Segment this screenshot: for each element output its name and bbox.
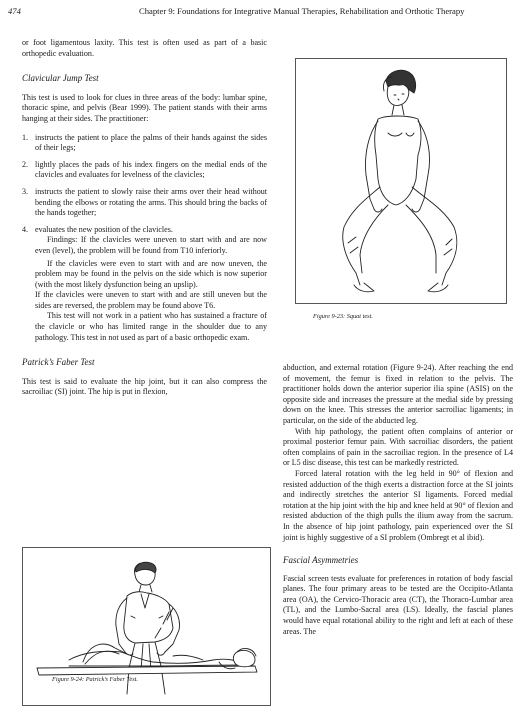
- list-item: [22, 187, 267, 219]
- patricks-faber-heading: Patrick’s Faber Test: [22, 357, 95, 368]
- figure-caption-text: Squat test.: [345, 313, 373, 320]
- list-number: 1.: [22, 132, 29, 142]
- list-item: [22, 225, 267, 236]
- fascial-asymmetries-heading: Fascial Asymmetries: [283, 555, 359, 566]
- right-column: [283, 363, 513, 637]
- figure-label: Figure 9-24:: [52, 676, 85, 683]
- list-text: instructs the patient to slowly raise their arms over their head without bending the elbows or rotating the arms. This should bring the backs of the hands together;: [35, 186, 267, 218]
- faber-paragraph: This test is said to evaluate the hip joint, but it can also compress the sacroiliac (SI) joint. The hip is put in flexion,: [22, 376, 267, 397]
- intro-paragraph: or foot ligamentous laxity. This test is often used as part of a basic orthopedic evaluation.: [22, 38, 267, 58]
- list-number: 4.: [22, 224, 29, 234]
- findings-paragraph: This test will not work in a patient who has sustained a fracture of the clavicle or who has limited range in the shoulder due to any pathology. This test in not used as part of a basic orthopedic exam.: [35, 311, 267, 342]
- fascial-paragraph: Fascial screen tests evaluate for preferences in rotation of body fascial planes. The four primary areas to be tested are the Occipito-Atlanta area (OA), the Cervico-Thoracic area (CT), the Thoraco-Lumbar area (TL), and the Lumbo-Sacral area (LS). Ideally, the fascial planes would have equal rotational ability to the right and left at each of these areas. The: [283, 573, 513, 636]
- body-paragraph: With hip pathology, the patient often complains of anterior or proximal posterior femur pain. With sacroiliac disorders, the patient often complains of pain in the sacroiliac region. In the presence of L4 or L5 disc disease, this test can be markedly restricted.: [283, 426, 513, 468]
- left-column: [22, 38, 267, 398]
- findings-block: [22, 235, 267, 343]
- clavicular-intro-paragraph: This test is used to look for clues in three areas of the body: lumbar spine, thoracic spine, and pelvis (Bear 1999). The patient stands with their arms hanging at their sides. The practitioner:: [22, 92, 267, 123]
- clavicular-jump-heading: Clavicular Jump Test: [22, 73, 99, 84]
- squat-test-illustration: [296, 59, 506, 303]
- list-text: evaluates the new position of the clavicles.: [35, 224, 173, 234]
- list-text: instructs the patient to place the palms of their hands against the sides of their legs;: [35, 132, 267, 153]
- findings-paragraph: If the clavicles were uneven to start with and are still uneven but the sides are reversed, the problem may be found above T6.: [35, 290, 267, 310]
- figure-9-24-caption: [52, 676, 138, 683]
- body-paragraph: Forced lateral rotation with the leg held in 90° of flexion and resisted adduction of the thigh exerts a distraction force at the SI joints and indirectly stretches the anterior SI ligaments. Forced medial rotation at the hip joint with the hip and knee held at 90° of flexion and resisted abduction of the thigh pulls the ilium away from the sacrum. In the absence of hip joint pathology, pain experienced over the SI joint is highly suggestive of a SI problem (Ombregt et al ibid).: [283, 468, 513, 542]
- findings-paragraph: Findings: If the clavicles were uneven to start with and are now even (level), the problem will be found from T10 inferiorly.: [35, 235, 267, 255]
- list-item: [22, 160, 267, 181]
- figure-label: Figure 9-23:: [313, 313, 346, 320]
- figure-9-23-caption: [313, 313, 373, 320]
- list-item: [22, 133, 267, 154]
- findings-paragraph: If the clavicles were even to start with and are now uneven, the problem may be found in the pelvis on the side which is now superior (with the most likely dysfunction being an upslip).: [35, 258, 267, 289]
- list-number: 3.: [22, 186, 29, 196]
- figure-9-23: [295, 58, 507, 304]
- chapter-title: Chapter 9: Foundations for Integrative Manual Therapies, Rehabilitation and Orthotic Therapy: [139, 6, 465, 16]
- list-number: 2.: [22, 159, 29, 169]
- page-number: 474: [8, 6, 21, 16]
- figure-caption-text: Patrick’s Faber Test.: [84, 676, 138, 683]
- list-text: lightly places the pads of his index fingers on the medial ends of the clavicles and evaluates for levelness of the clavicles;: [35, 159, 267, 180]
- body-paragraph: abduction, and external rotation (Figure 9-24). After reaching the end of movement, the femur is fixed in relation to the pelvis. The practitioner holds down the anterior superior ilia spine (ASIS) on the opposite side and increases the pressure at the medial side by pressing down on the knee. This stresses the anterior sacroiliac ligaments; in particular, on the side of the abducted leg.: [283, 363, 513, 425]
